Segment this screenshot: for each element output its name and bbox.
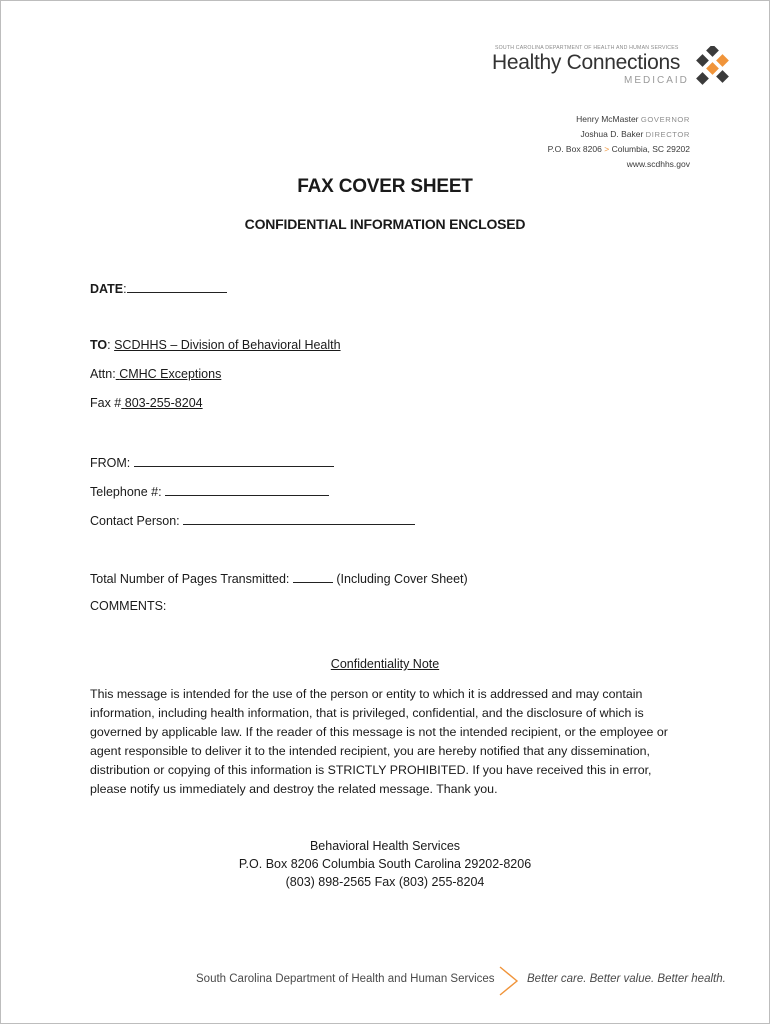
from-label: FROM: xyxy=(90,456,131,470)
fax-label: Fax # xyxy=(90,396,122,410)
healthy-connections-logo xyxy=(486,44,736,94)
date-field[interactable] xyxy=(127,280,227,293)
attn-row xyxy=(90,367,221,381)
comments-row xyxy=(90,599,166,613)
mailing-address-line xyxy=(548,142,690,157)
director-line xyxy=(548,127,690,142)
date-label: DATE xyxy=(90,282,124,296)
website-link[interactable]: www.scdhhs.gov xyxy=(626,159,690,169)
comments-label: COMMENTS: xyxy=(90,599,167,613)
address-block xyxy=(0,837,770,891)
contact-label: Contact Person: xyxy=(90,514,180,528)
telephone-label: Telephone #: xyxy=(90,485,162,499)
address-line-3: (803) 898-2565 Fax (803) 255-8204 xyxy=(285,875,485,889)
chevron-right-icon xyxy=(497,964,521,998)
page-title: FAX COVER SHEET xyxy=(297,176,473,197)
director-name: Joshua D. Baker xyxy=(580,129,644,139)
logo-agency-text: SOUTH CAROLINA DEPARTMENT OF HEALTH AND HUMAN SERVICES xyxy=(495,45,679,51)
city: Columbia, SC 29202 xyxy=(611,144,690,154)
logo-medicaid-text: MEDICAID xyxy=(624,75,689,86)
attn-label: Attn: xyxy=(90,367,116,381)
date-row: DATE: xyxy=(90,280,227,296)
telephone-row xyxy=(90,483,329,499)
pages-label: Total Number of Pages Transmitted: xyxy=(90,572,290,586)
contact-field[interactable] xyxy=(183,512,415,525)
fax-row xyxy=(90,396,203,410)
from-field[interactable] xyxy=(134,454,334,467)
fax-value: 803-255-8204 xyxy=(124,396,203,410)
logo-name-text: Healthy Connections xyxy=(492,51,681,74)
confidentiality-body: This message is intended for the use of the person or entity to which it is addressed and may contain information, including health information, that is privileged, confidential, and the disclosure of which is governed by applicable law. If the reader of this message is not the intended recipient, or the employee or agent responsible to deliver it to the intended recipient, you are hereby notified that any dissemination, distribution or copying of this information is STRICTLY PROHIBITED. If you have received this in error, please notify us immediately and destroy the related message. Thank you. xyxy=(90,687,668,796)
address-line-2: P.O. Box 8206 Columbia South Carolina 29202-8206 xyxy=(238,857,532,871)
address-line-1: Behavioral Health Services xyxy=(309,839,461,853)
address-separator: > xyxy=(604,144,610,154)
governor-name: Henry McMaster xyxy=(576,114,639,124)
pages-row xyxy=(90,570,468,586)
contact-row xyxy=(90,512,415,528)
to-label: TO xyxy=(90,338,108,352)
page-subtitle: CONFIDENTIAL INFORMATION ENCLOSED xyxy=(244,216,526,232)
footer-department: South Carolina Department of Health and Human Services xyxy=(196,973,495,985)
officials-block xyxy=(548,112,690,172)
attn-value: CMHC Exceptions xyxy=(119,367,222,381)
confidentiality-title: Confidentiality Note xyxy=(330,657,440,671)
pages-suffix: (Including Cover Sheet) xyxy=(336,572,468,586)
to-value: SCDHHS – Division of Behavioral Health xyxy=(114,338,341,352)
governor-line xyxy=(548,112,690,127)
from-row xyxy=(90,454,334,470)
to-row: TO: SCDHHS – Division of Behavioral Health xyxy=(90,338,341,352)
po-box: P.O. Box 8206 xyxy=(547,144,602,154)
telephone-field[interactable] xyxy=(165,483,329,496)
pages-field[interactable] xyxy=(293,570,333,583)
footer-tagline: Better care. Better value. Better health. xyxy=(527,973,726,985)
governor-role: GOVERNOR xyxy=(640,115,690,124)
healthy-connections-x-mark-icon xyxy=(694,46,730,90)
director-role: DIRECTOR xyxy=(645,130,690,139)
